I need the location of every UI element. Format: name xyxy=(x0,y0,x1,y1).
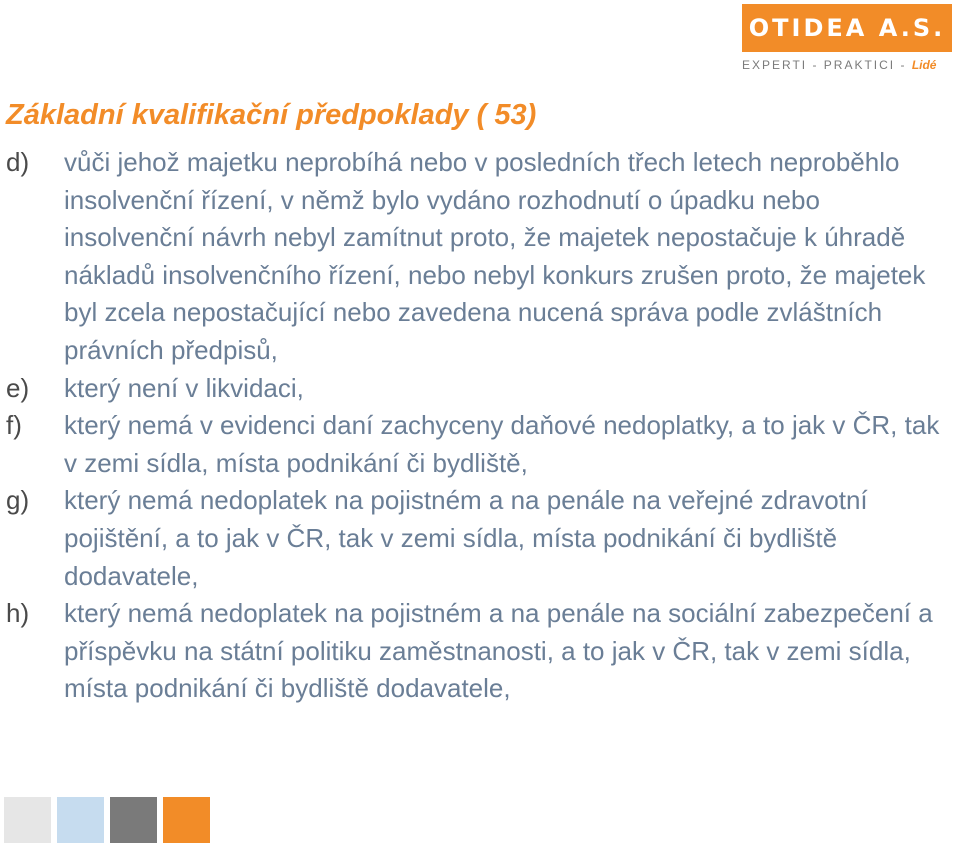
decorative-square-dark-gray xyxy=(110,797,157,843)
slide-title: Základní kvalifikační předpoklady ( 53) xyxy=(6,99,537,131)
list-item-f xyxy=(6,407,951,482)
list-item-e xyxy=(6,370,951,408)
decorative-square-orange xyxy=(163,797,210,843)
decorative-square-light-blue xyxy=(57,797,104,843)
list-item-d xyxy=(6,144,951,370)
list-item-g xyxy=(6,482,951,595)
requirements-list xyxy=(6,144,951,708)
item-text: který není v likvidaci, xyxy=(64,372,304,403)
decorative-square-light-gray xyxy=(4,797,51,843)
list-item-h xyxy=(6,595,951,708)
item-marker: d) xyxy=(6,147,30,177)
item-marker: h) xyxy=(6,598,30,629)
logo-name: OTIDEA A.S. xyxy=(748,14,946,42)
item-marker: g) xyxy=(6,485,30,516)
item-text: který nemá nedoplatek na pojistném a na penále na veřejné zdravotní pojištění, a to jak v ČR, tak v zemi sídla, místa podnikání či bydliště dodavatele, xyxy=(64,485,868,591)
logo-box xyxy=(742,4,952,52)
item-marker: e) xyxy=(6,372,30,403)
logo-tagline-accent: Lidé xyxy=(911,58,937,72)
decorative-squares xyxy=(4,797,210,843)
item-marker: f) xyxy=(6,410,22,441)
logo-tagline xyxy=(742,58,952,72)
item-text: který nemá nedoplatek na pojistném a na penále na sociální zabezpečení a příspěvku na státní politiku zaměstnanosti, a to jak v ČR, tak v zemi sídla, místa podnikání či bydliště dodavatele, xyxy=(64,598,933,704)
item-text: který nemá v evidenci daní zachyceny daňové nedoplatky, a to jak v ČR, tak v zemi sídla, místa podnikání či bydliště, xyxy=(64,410,940,478)
company-logo xyxy=(742,4,952,74)
logo-tagline-text: EXPERTI - PRAKTICI - xyxy=(742,58,907,72)
item-text: vůči jehož majetku neprobíhá nebo v posledních třech letech neproběhlo insolvenční řízení, v němž bylo vydáno rozhodnutí o úpadku nebo insolvenční návrh nebyl zamítnut proto, že majetek nepostačuje k úhradě nákladů insolvenčního řízení, nebo nebyl konkurs zrušen proto, že majetek byl zcela nepostačující nebo zavedena nucená správa podle zvláštních právních předpisů, xyxy=(64,147,926,365)
